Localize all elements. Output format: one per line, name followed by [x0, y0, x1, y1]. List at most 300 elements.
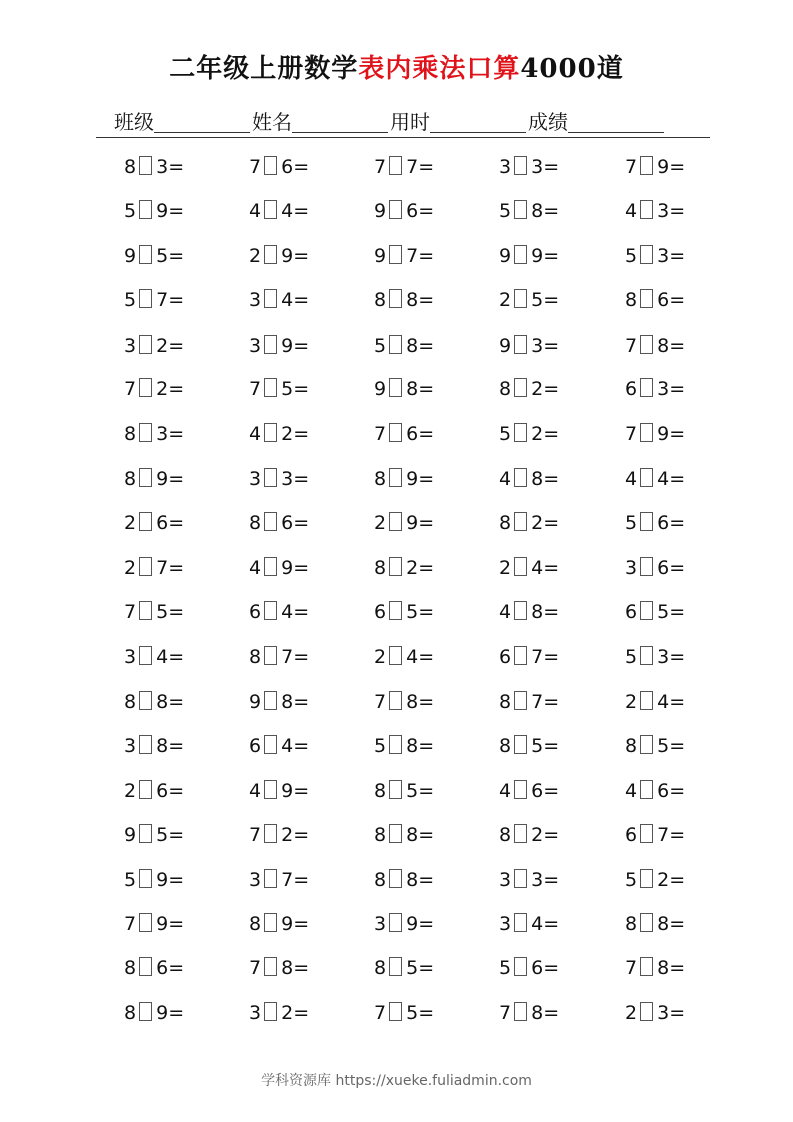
operand-a: 8 [124, 1002, 137, 1024]
problem-cell [249, 155, 309, 179]
operator-box-icon [514, 780, 527, 799]
operand-a: 7 [625, 423, 638, 445]
operator-box-icon [139, 691, 152, 710]
operator-box-icon [389, 512, 402, 531]
operand-b: 8 [531, 468, 544, 490]
operand-a: 8 [124, 156, 137, 178]
operand-b: 9 [156, 1002, 169, 1024]
problem-cell [124, 868, 184, 892]
equals-sign: = [543, 1002, 560, 1024]
operator-box-icon [139, 913, 152, 932]
problem-cell [374, 556, 434, 580]
operand-b: 6 [406, 423, 419, 445]
operand-a: 2 [124, 557, 137, 579]
operand-a: 6 [625, 378, 638, 400]
operator-box-icon [264, 735, 277, 754]
problem-cell [249, 511, 309, 535]
operator-box-icon [389, 869, 402, 888]
operator-box-icon [514, 423, 527, 442]
problem-cell [625, 956, 685, 980]
operator-box-icon [389, 156, 402, 175]
operand-b: 8 [531, 1002, 544, 1024]
operand-a: 3 [499, 869, 512, 891]
problem-cell [625, 244, 685, 268]
equals-sign: = [168, 200, 185, 222]
equals-sign: = [418, 335, 435, 357]
operand-a: 3 [249, 1002, 262, 1024]
operand-b: 3 [531, 335, 544, 357]
operator-box-icon [640, 646, 653, 665]
equals-sign: = [669, 423, 686, 445]
equals-sign: = [293, 512, 310, 534]
problem-cell [124, 511, 184, 535]
operand-b: 9 [281, 913, 294, 935]
problem-cell [124, 600, 184, 624]
problem-cell [499, 645, 559, 669]
equals-sign: = [669, 335, 686, 357]
operand-a: 3 [374, 913, 387, 935]
operand-a: 8 [249, 646, 262, 668]
problem-cell [499, 244, 559, 268]
operand-b: 8 [406, 378, 419, 400]
operand-a: 8 [374, 289, 387, 311]
equals-sign: = [168, 913, 185, 935]
operator-box-icon [514, 245, 527, 264]
operand-a: 2 [499, 289, 512, 311]
equals-sign: = [418, 557, 435, 579]
problem-cell [374, 511, 434, 535]
problem-row [0, 690, 793, 714]
operator-box-icon [640, 335, 653, 354]
operator-box-icon [139, 824, 152, 843]
problem-cell [374, 645, 434, 669]
operand-a: 3 [124, 646, 137, 668]
problem-cell [124, 779, 184, 803]
operand-b: 4 [657, 468, 670, 490]
operand-a: 4 [249, 780, 262, 802]
operand-a: 7 [124, 601, 137, 623]
equals-sign: = [168, 378, 185, 400]
problem-cell [124, 912, 184, 936]
problem-cell [625, 600, 685, 624]
operand-a: 2 [249, 245, 262, 267]
problem-cell [625, 422, 685, 446]
operand-a: 6 [625, 601, 638, 623]
operator-box-icon [389, 468, 402, 487]
operand-b: 6 [657, 289, 670, 311]
operand-b: 3 [657, 646, 670, 668]
equals-sign: = [293, 200, 310, 222]
operand-a: 4 [499, 601, 512, 623]
operand-b: 9 [156, 200, 169, 222]
operand-b: 8 [406, 735, 419, 757]
operand-a: 7 [374, 156, 387, 178]
equals-sign: = [543, 156, 560, 178]
operator-box-icon [389, 957, 402, 976]
equals-sign: = [168, 780, 185, 802]
problem-cell [625, 690, 685, 714]
problem-cell [499, 1001, 559, 1025]
operator-box-icon [139, 378, 152, 397]
operand-b: 9 [156, 468, 169, 490]
equals-sign: = [418, 245, 435, 267]
operand-b: 5 [657, 735, 670, 757]
problem-cell [249, 422, 309, 446]
operand-a: 3 [249, 869, 262, 891]
operand-b: 6 [531, 780, 544, 802]
operand-a: 7 [124, 913, 137, 935]
operator-box-icon [514, 335, 527, 354]
operator-box-icon [139, 646, 152, 665]
operand-a: 3 [499, 156, 512, 178]
operand-b: 3 [156, 156, 169, 178]
operand-a: 2 [374, 512, 387, 534]
operand-b: 7 [156, 289, 169, 311]
operator-box-icon [264, 512, 277, 531]
problem-cell [124, 690, 184, 714]
info-class: 班级 [96, 106, 252, 135]
operator-box-icon [514, 468, 527, 487]
operand-a: 8 [499, 735, 512, 757]
problem-cell [124, 244, 184, 268]
operand-a: 7 [374, 1002, 387, 1024]
operator-box-icon [514, 824, 527, 843]
operator-box-icon [264, 780, 277, 799]
problem-row [0, 868, 793, 892]
info-time: 用时 [390, 106, 528, 135]
operand-b: 2 [531, 512, 544, 534]
operator-box-icon [514, 646, 527, 665]
operand-a: 8 [124, 423, 137, 445]
equals-sign: = [293, 245, 310, 267]
operand-a: 6 [625, 824, 638, 846]
operator-box-icon [640, 289, 653, 308]
equals-sign: = [293, 156, 310, 178]
operand-b: 4 [156, 646, 169, 668]
problem-cell [374, 334, 434, 358]
equals-sign: = [669, 156, 686, 178]
operand-b: 5 [406, 601, 419, 623]
operand-a: 3 [499, 913, 512, 935]
equals-sign: = [168, 423, 185, 445]
operand-b: 9 [657, 423, 670, 445]
problem-cell [124, 467, 184, 491]
operand-a: 4 [249, 557, 262, 579]
equals-sign: = [168, 289, 185, 311]
problem-cell [124, 155, 184, 179]
operand-b: 9 [406, 512, 419, 534]
problem-row [0, 511, 793, 535]
operand-b: 6 [657, 780, 670, 802]
problem-cell [374, 600, 434, 624]
equals-sign: = [168, 512, 185, 534]
info-score: 成绩 [528, 106, 666, 135]
operand-a: 7 [374, 423, 387, 445]
operand-a: 8 [124, 957, 137, 979]
operator-box-icon [139, 245, 152, 264]
operand-b: 8 [406, 289, 419, 311]
operand-a: 8 [499, 691, 512, 713]
equals-sign: = [168, 557, 185, 579]
problem-cell [625, 288, 685, 312]
operand-a: 5 [124, 200, 137, 222]
equals-sign: = [293, 335, 310, 357]
operand-b: 7 [531, 691, 544, 713]
equals-sign: = [669, 557, 686, 579]
operand-a: 9 [499, 335, 512, 357]
problem-cell [625, 779, 685, 803]
operator-box-icon [389, 289, 402, 308]
operand-a: 2 [124, 512, 137, 534]
operand-a: 3 [625, 557, 638, 579]
operator-box-icon [389, 378, 402, 397]
equals-sign: = [543, 869, 560, 891]
operand-a: 6 [374, 601, 387, 623]
operator-box-icon [389, 557, 402, 576]
equals-sign: = [418, 423, 435, 445]
problem-cell [499, 690, 559, 714]
equals-sign: = [669, 512, 686, 534]
operand-b: 8 [531, 601, 544, 623]
problem-row [0, 377, 793, 401]
equals-sign: = [168, 824, 185, 846]
equals-sign: = [293, 468, 310, 490]
operand-b: 6 [657, 557, 670, 579]
title-red: 表内乘法口算 [358, 54, 521, 84]
operator-box-icon [514, 156, 527, 175]
problem-cell [374, 956, 434, 980]
operator-box-icon [264, 957, 277, 976]
problem-row [0, 199, 793, 223]
problem-cell [499, 334, 559, 358]
operand-a: 4 [249, 423, 262, 445]
problem-cell [249, 734, 309, 758]
problem-row [0, 155, 793, 179]
problem-cell [249, 779, 309, 803]
equals-sign: = [669, 735, 686, 757]
operand-a: 8 [499, 512, 512, 534]
operand-a: 3 [124, 335, 137, 357]
problem-cell [499, 377, 559, 401]
equals-sign: = [293, 913, 310, 935]
operand-a: 5 [625, 245, 638, 267]
operand-b: 6 [281, 156, 294, 178]
operand-a: 8 [625, 289, 638, 311]
operand-b: 2 [657, 869, 670, 891]
problem-cell [625, 645, 685, 669]
operand-a: 4 [625, 468, 638, 490]
equals-sign: = [669, 1002, 686, 1024]
equals-sign: = [669, 200, 686, 222]
equals-sign: = [168, 468, 185, 490]
problem-row [0, 912, 793, 936]
operator-box-icon [139, 735, 152, 754]
operand-a: 6 [249, 601, 262, 623]
operand-a: 3 [249, 289, 262, 311]
operand-b: 5 [156, 824, 169, 846]
operand-a: 9 [374, 378, 387, 400]
operand-a: 5 [625, 646, 638, 668]
equals-sign: = [418, 913, 435, 935]
operand-a: 2 [625, 1002, 638, 1024]
operand-a: 7 [249, 824, 262, 846]
problem-cell [124, 334, 184, 358]
operator-box-icon [514, 735, 527, 754]
equals-sign: = [543, 423, 560, 445]
problem-cell [374, 823, 434, 847]
operator-box-icon [389, 824, 402, 843]
footer-source: 学科资源库 https://xueke.fuliadmin.com [261, 1073, 532, 1089]
operand-a: 8 [374, 824, 387, 846]
equals-sign: = [543, 289, 560, 311]
problem-cell [499, 422, 559, 446]
operator-box-icon [514, 512, 527, 531]
problem-cell [625, 334, 685, 358]
problem-cell [499, 868, 559, 892]
operand-b: 6 [156, 512, 169, 534]
equals-sign: = [669, 824, 686, 846]
operand-b: 6 [281, 512, 294, 534]
operand-a: 3 [249, 468, 262, 490]
operator-box-icon [389, 780, 402, 799]
equals-sign: = [168, 335, 185, 357]
operand-b: 8 [657, 335, 670, 357]
operand-a: 4 [499, 468, 512, 490]
equals-sign: = [418, 735, 435, 757]
operator-box-icon [139, 557, 152, 576]
equals-sign: = [543, 335, 560, 357]
operand-a: 5 [499, 957, 512, 979]
operator-box-icon [139, 512, 152, 531]
problem-cell [499, 288, 559, 312]
operator-box-icon [264, 646, 277, 665]
operator-box-icon [139, 156, 152, 175]
problem-cell [625, 823, 685, 847]
operand-b: 8 [281, 957, 294, 979]
problem-cell [249, 467, 309, 491]
operand-b: 5 [406, 780, 419, 802]
problem-cell [499, 556, 559, 580]
equals-sign: = [418, 957, 435, 979]
operand-a: 9 [374, 245, 387, 267]
operand-a: 7 [625, 335, 638, 357]
equals-sign: = [293, 646, 310, 668]
problem-cell [625, 377, 685, 401]
problem-cell [499, 956, 559, 980]
operand-b: 2 [406, 557, 419, 579]
problem-row [0, 288, 793, 312]
operand-b: 6 [156, 957, 169, 979]
equals-sign: = [543, 601, 560, 623]
equals-sign: = [293, 780, 310, 802]
operand-b: 3 [156, 423, 169, 445]
operator-box-icon [389, 735, 402, 754]
operator-box-icon [514, 601, 527, 620]
operator-box-icon [640, 200, 653, 219]
problem-cell [625, 556, 685, 580]
operator-box-icon [514, 957, 527, 976]
operator-box-icon [264, 423, 277, 442]
problem-cell [625, 155, 685, 179]
equals-sign: = [418, 156, 435, 178]
problem-row [0, 823, 793, 847]
operand-b: 7 [281, 646, 294, 668]
equals-sign: = [543, 824, 560, 846]
operator-box-icon [264, 913, 277, 932]
operand-b: 5 [406, 957, 419, 979]
operand-a: 5 [499, 200, 512, 222]
operator-box-icon [640, 780, 653, 799]
operand-a: 8 [625, 913, 638, 935]
info-name: 姓名 [252, 106, 390, 135]
problem-cell [249, 600, 309, 624]
equals-sign: = [543, 245, 560, 267]
operator-box-icon [389, 646, 402, 665]
operand-b: 5 [657, 601, 670, 623]
operator-box-icon [389, 335, 402, 354]
problem-cell [374, 155, 434, 179]
equals-sign: = [543, 691, 560, 713]
operand-b: 9 [406, 468, 419, 490]
operator-box-icon [139, 601, 152, 620]
equals-sign: = [168, 646, 185, 668]
problem-cell [374, 779, 434, 803]
operand-a: 2 [625, 691, 638, 713]
problem-cell [249, 1001, 309, 1025]
operand-a: 2 [499, 557, 512, 579]
operator-box-icon [640, 468, 653, 487]
operator-box-icon [264, 378, 277, 397]
operand-b: 7 [531, 646, 544, 668]
operator-box-icon [640, 1002, 653, 1021]
operand-b: 8 [406, 335, 419, 357]
equals-sign: = [669, 601, 686, 623]
problem-cell [124, 823, 184, 847]
operand-b: 5 [531, 735, 544, 757]
operand-b: 8 [156, 691, 169, 713]
problem-cell [124, 645, 184, 669]
equals-sign: = [543, 512, 560, 534]
equals-sign: = [543, 557, 560, 579]
operator-box-icon [640, 245, 653, 264]
operand-a: 7 [625, 156, 638, 178]
equals-sign: = [669, 646, 686, 668]
operand-a: 4 [625, 200, 638, 222]
problem-cell [249, 690, 309, 714]
operand-a: 2 [124, 780, 137, 802]
equals-sign: = [293, 601, 310, 623]
problem-cell [374, 288, 434, 312]
equals-sign: = [543, 780, 560, 802]
equals-sign: = [543, 957, 560, 979]
operator-box-icon [640, 512, 653, 531]
operator-box-icon [389, 245, 402, 264]
operand-b: 7 [281, 869, 294, 891]
operator-box-icon [640, 156, 653, 175]
problem-cell [374, 690, 434, 714]
equals-sign: = [669, 289, 686, 311]
equals-sign: = [543, 200, 560, 222]
operand-a: 7 [249, 378, 262, 400]
operator-box-icon [264, 824, 277, 843]
operand-a: 9 [124, 245, 137, 267]
equals-sign: = [168, 691, 185, 713]
problem-row [0, 645, 793, 669]
operator-box-icon [640, 557, 653, 576]
equals-sign: = [168, 601, 185, 623]
operand-b: 6 [406, 200, 419, 222]
operand-b: 5 [281, 378, 294, 400]
